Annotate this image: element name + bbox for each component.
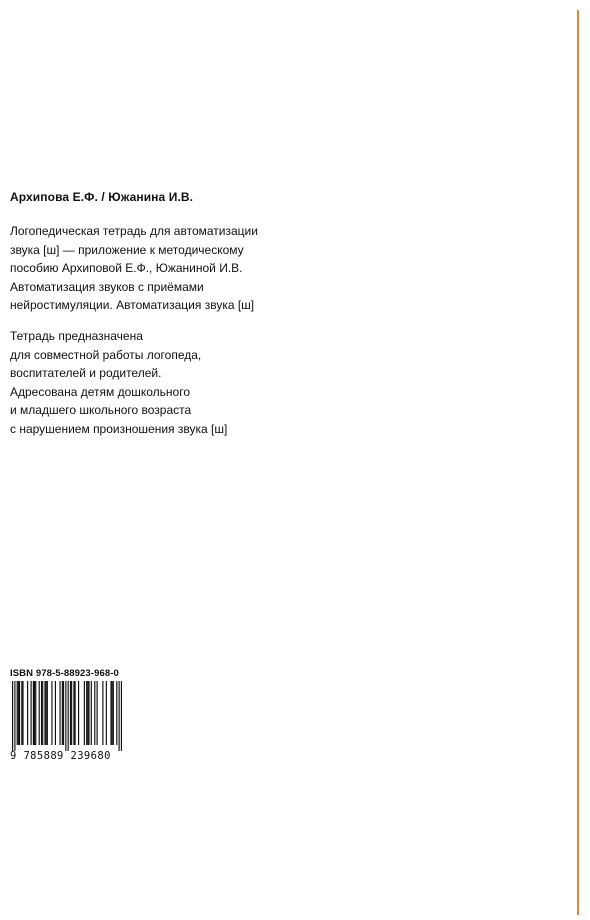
barcode-bar (121, 681, 122, 751)
barcode-bar (59, 681, 60, 745)
spine-fold-line (577, 10, 579, 915)
barcode-bar (19, 681, 20, 745)
barcode-bar (35, 681, 36, 745)
barcode-bar (12, 681, 13, 751)
description-line: Логопедическая тетрадь для автоматизации (10, 224, 258, 238)
barcode-bar (63, 681, 64, 745)
barcode-bar (97, 681, 98, 745)
barcode-image (11, 681, 123, 751)
isbn-block (10, 668, 128, 762)
barcode-bar (44, 681, 45, 745)
barcode-bar (31, 681, 32, 745)
purpose-paragraph (10, 327, 310, 439)
barcode-bar (84, 681, 85, 745)
barcode-bar (46, 681, 47, 745)
barcode-bar (17, 681, 18, 745)
purpose-line: воспитателей и родителей. (10, 366, 162, 381)
barcode-bar (51, 681, 52, 745)
description-line: звука [ш] — приложение к методическому (10, 242, 244, 257)
description-line: пособию Архиповой Е.Ф., Южаниной И.В. (10, 261, 243, 276)
barcode-bar (102, 681, 103, 745)
authors-heading: Архипова Е.Ф. / Южанина И.В. (10, 190, 194, 204)
barcode-bar (78, 681, 79, 745)
barcode-bar (119, 681, 120, 751)
barcode-bar (14, 681, 15, 751)
purpose-line: и младшего школьного возраста (10, 403, 192, 418)
barcode-bar (91, 681, 92, 745)
barcode-bar (39, 681, 40, 745)
barcode-bar (70, 681, 71, 745)
description-line: Автоматизация звуков с приёмами (10, 279, 204, 294)
description-line: нейростимуляции. Автоматизация звука [ш] (10, 298, 255, 313)
purpose-line: Адресована детям дошкольного (10, 384, 191, 399)
barcode-bar (106, 681, 107, 745)
barcode-bar (116, 681, 117, 745)
barcode-bar (112, 681, 113, 745)
barcode-bar (88, 681, 89, 745)
barcode-bar (65, 681, 66, 751)
barcode-bar (22, 681, 23, 745)
isbn-number: ISBN 978-5-88923-968-0 (10, 668, 119, 679)
description-paragraph (10, 222, 310, 315)
barcode-bar (47, 681, 48, 745)
barcode-bar (55, 681, 56, 745)
barcode-bar (110, 681, 111, 745)
barcode-bar (18, 681, 19, 745)
barcode-bar (27, 681, 28, 745)
barcode-bar (62, 681, 63, 745)
barcode-bar (94, 681, 95, 745)
purpose-line: Тетрадь предназначена (10, 329, 143, 343)
barcode-bar (21, 681, 22, 745)
barcode-bar (87, 681, 88, 745)
barcode-bar (34, 681, 35, 745)
barcode-bar (41, 681, 42, 745)
barcode-bar (71, 681, 72, 745)
purpose-line: с нарушением произношения звука [ш] (10, 421, 228, 436)
barcode-bar (33, 681, 34, 745)
purpose-line: для совместной работы логопеда, (10, 347, 202, 362)
barcode-bar (73, 681, 74, 745)
barcode-bar (86, 681, 87, 745)
barcode-digits: 9 785889 239680 (10, 750, 111, 762)
barcode-bar (75, 681, 76, 745)
barcode-bar (42, 681, 43, 745)
barcode-bar (113, 681, 114, 745)
barcode-bar (68, 681, 69, 751)
